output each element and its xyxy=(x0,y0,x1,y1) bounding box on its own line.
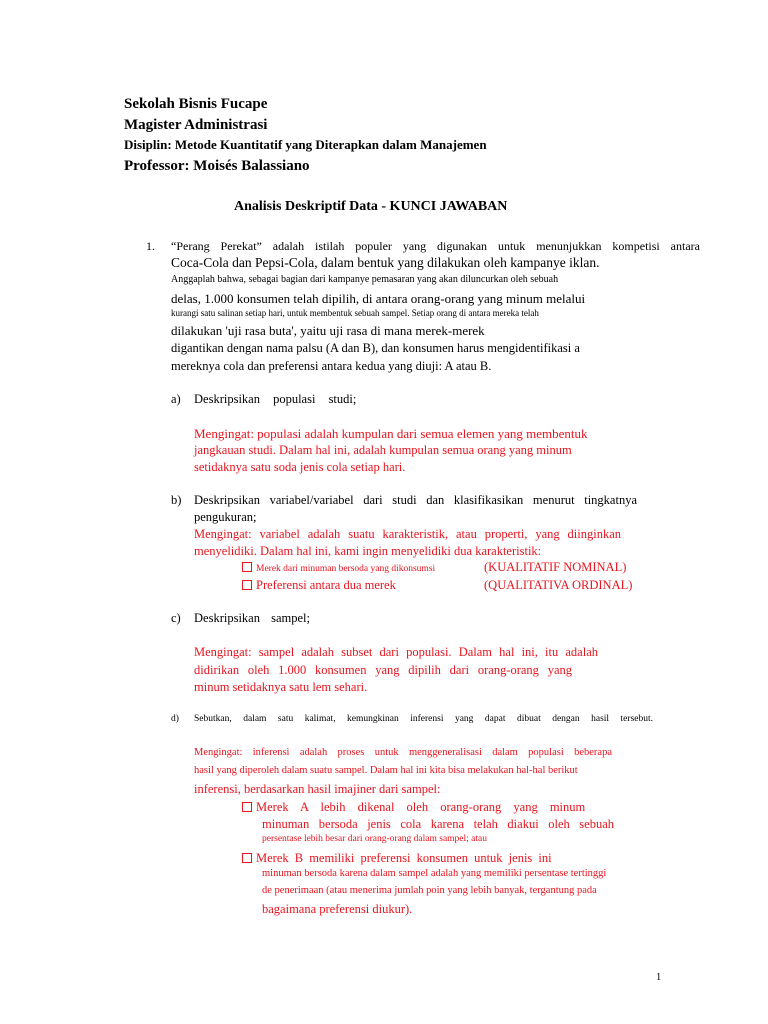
checkbox-bullet-icon xyxy=(242,580,252,590)
q1-line: dilakukan 'uji rasa buta', yaitu uji rasa di mana merek-merek xyxy=(171,323,485,338)
program-name: Magister Administrasi xyxy=(124,117,268,133)
checkbox-bullet-icon xyxy=(242,802,252,812)
answer-a-line: setidaknya satu soda jenis cola setiap hari. xyxy=(194,460,406,474)
q1-line: Coca-Cola dan Pepsi-Cola, dalam bentuk yang dilakukan oleh kampanye iklan. xyxy=(171,255,600,270)
answer-c-line: didirikan oleh 1.000 konsumen yang dipilih dari orang-orang yang xyxy=(194,663,572,677)
inference-item xyxy=(242,851,552,866)
answer-d-line: Mengingat: inferensi adalah proses untuk menggeneralisasi dalam populasi beberapa xyxy=(194,747,612,758)
inference-line: minuman bersoda karena dalam sampel adalah yang memiliki persentase tertinggi xyxy=(262,868,607,879)
answer-b-line: menyelidiki. Dalam hal ini, kami ingin menyelidiki dua karakteristik: xyxy=(194,544,542,558)
document-title: Analisis Deskriptif Data - KUNCI JAWABAN xyxy=(234,199,508,214)
item-label-a: a) xyxy=(171,392,181,406)
inference-line: persentase lebih besar dari orang-orang dalam sampel; atau xyxy=(262,834,488,844)
answer-a-line: jangkauan studi. Dalam hal ini, adalah kumpulan semua orang yang minum xyxy=(194,443,572,457)
variable-class: (QUALITATIVA ORDINAL) xyxy=(484,578,633,592)
inference-line: de penerimaan (atau menerima jumlah poin yang lebih banyak, tergantung pada xyxy=(262,885,597,896)
question-d: Sebutkan, dalam satu kalimat, kemungkinan inferensi yang dapat dibuat dengan hasil tersebut. xyxy=(194,714,653,724)
variable-class: (KUALITATIF NOMINAL) xyxy=(484,560,627,574)
discipline-line: Disiplin: Metode Kuantitatif yang Diterapkan dalam Manajemen xyxy=(124,137,487,152)
item-label-c: c) xyxy=(171,611,181,625)
answer-a-line: Mengingat: populasi adalah kumpulan dari semua elemen yang membentuk xyxy=(194,426,588,441)
item-label-d: d) xyxy=(171,714,179,724)
q1-line: Anggaplah bahwa, sebagai bagian dari kampanye pemasaran yang akan diluncurkan oleh sebuah xyxy=(171,274,559,285)
answer-c-line: Mengingat: sampel adalah subset dari populasi. Dalam hal ini, itu adalah xyxy=(194,645,598,659)
answer-d-line: hasil yang diperoleh dalam suatu sampel. Dalam hal ini kita bisa melakukan hal-hal berikut xyxy=(194,765,578,776)
variable-name: Preferensi antara dua merek xyxy=(256,578,396,592)
variable-name: Merek dari minuman bersoda yang dikonsumsi xyxy=(256,564,436,574)
variable-item xyxy=(242,562,435,574)
q1-line: mereknya cola dan preferensi antara kedua yang diuji: A atau B. xyxy=(171,359,492,373)
answer-c-line: minum setidaknya satu lem sehari. xyxy=(194,680,368,694)
page-number: 1 xyxy=(656,972,662,983)
checkbox-bullet-icon xyxy=(242,853,252,863)
question-c: Deskripsikan sampel; xyxy=(194,611,310,625)
inference-text: Merek A lebih dikenal oleh orang-orang yang minum xyxy=(256,800,586,814)
q1-line: delas, 1.000 konsumen telah dipilih, di antara orang-orang yang minum melalui xyxy=(171,291,586,306)
inference-line: bagaimana preferensi diukur). xyxy=(262,902,413,916)
q1-line: “Perang Perekat” adalah istilah populer yang digunakan untuk menunjukkan kompetisi antara xyxy=(171,239,700,253)
variable-item xyxy=(242,578,396,593)
item-label-b: b) xyxy=(171,493,182,507)
answer-d-line: inferensi, berdasarkan hasil imajiner dari sampel: xyxy=(194,782,441,796)
answer-b-line: Mengingat: variabel adalah suatu karakteristik, atau properti, yang diinginkan xyxy=(194,527,621,541)
q1-line: digantikan dengan nama palsu (A dan B), dan konsumen harus mengidentifikasi a xyxy=(171,341,580,355)
q1-line: kurangi satu salinan setiap hari, untuk membentuk sebuah sampel. Setiap orang di antara mereka telah xyxy=(171,308,539,318)
professor-line: Professor: Moisés Balassiano xyxy=(124,158,310,174)
checkbox-bullet-icon xyxy=(242,562,252,572)
inference-line: minuman bersoda jenis cola karena telah diakui oleh sebuah xyxy=(262,817,614,831)
question-b-line: Deskripsikan variabel/variabel dari studi dan klasifikasikan menurut tingkatnya xyxy=(194,493,637,507)
school-name: Sekolah Bisnis Fucape xyxy=(124,96,268,112)
inference-item xyxy=(242,800,586,815)
question-number: 1. xyxy=(146,239,155,253)
inference-text: Merek B memiliki preferensi konsumen untuk jenis ini xyxy=(256,851,552,865)
question-a: Deskripsikan populasi studi; xyxy=(194,392,357,406)
question-b-line: pengukuran; xyxy=(194,510,257,524)
